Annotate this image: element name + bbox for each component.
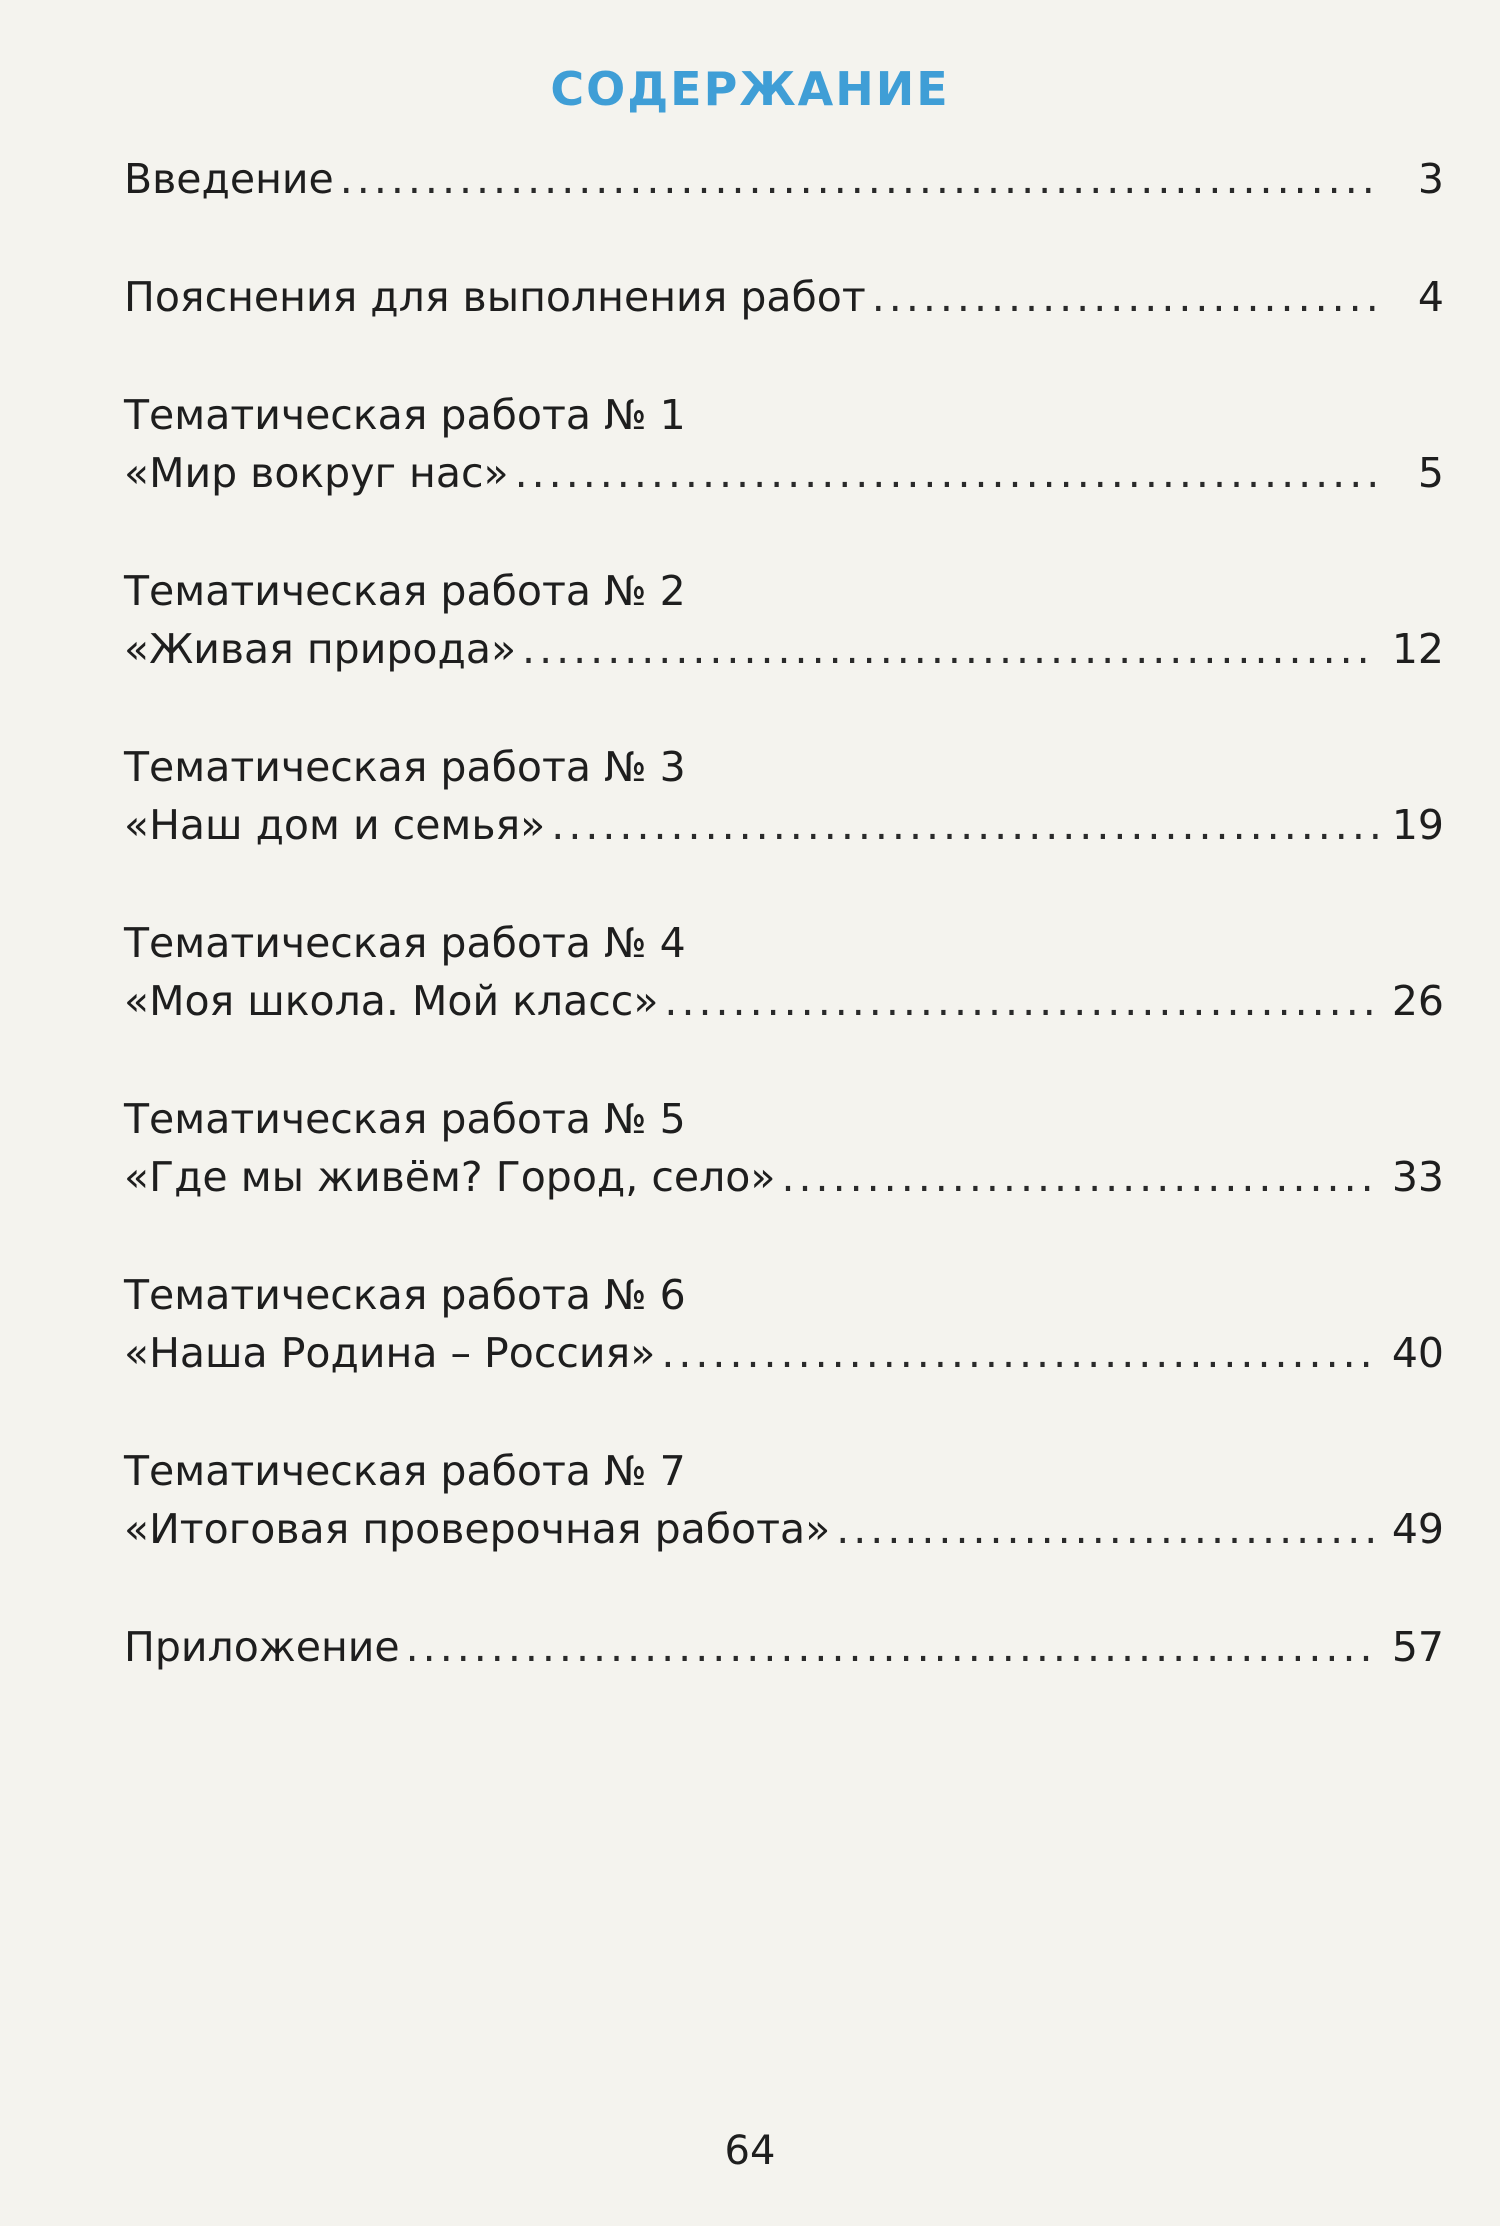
toc-entry-title: Пояснения для выполнения работ: [124, 273, 866, 321]
leader-dots: [515, 444, 1378, 502]
toc-entry-title: Введение: [124, 155, 334, 203]
leader-dots: [664, 972, 1378, 1030]
toc-entry-title: «Мир вокруг нас»: [124, 449, 509, 497]
toc-entry-label: Тематическая работа № 2: [124, 567, 686, 615]
toc-entry-title: «Итоговая проверочная работа»: [124, 1505, 831, 1553]
toc-entry-page: 3: [1417, 155, 1444, 203]
leader-dots: [872, 268, 1378, 326]
toc-entry-label: Тематическая работа № 7: [124, 1447, 686, 1495]
toc-entry-label: Тематическая работа № 3: [124, 743, 686, 791]
leader-dots: [522, 620, 1378, 678]
leader-dots: [661, 1324, 1378, 1382]
toc-entry-page: 40: [1391, 1329, 1444, 1377]
toc-entry-work-4[interactable]: [124, 914, 1444, 1030]
toc-entry-page: 49: [1391, 1505, 1444, 1553]
toc-entry-page: 5: [1417, 449, 1444, 497]
leader-dots: [340, 150, 1378, 208]
toc-entry-page: 12: [1391, 625, 1444, 673]
toc-entry-title: «Наша Родина – Россия»: [124, 1329, 656, 1377]
toc-entry-introduction[interactable]: [124, 150, 1444, 208]
toc-entry-page: 57: [1391, 1623, 1444, 1671]
toc-heading: СОДЕРЖАНИЕ: [550, 62, 950, 116]
toc-entry-label: Тематическая работа № 5: [124, 1095, 686, 1143]
toc-entry-page: 26: [1391, 977, 1444, 1025]
leader-dots: [551, 796, 1378, 854]
toc-entry-appendix[interactable]: [124, 1618, 1444, 1676]
table-of-contents: [124, 150, 1444, 1676]
toc-entry-title: «Живая природа»: [124, 625, 517, 673]
toc-entry-work-5[interactable]: [124, 1090, 1444, 1206]
leader-dots: [836, 1500, 1378, 1558]
toc-entry-title: «Моя школа. Мой класс»: [124, 977, 659, 1025]
toc-entry-work-7[interactable]: [124, 1442, 1444, 1558]
leader-dots: [406, 1618, 1378, 1676]
toc-entry-title: «Наш дом и семья»: [124, 801, 546, 849]
toc-entry-title: Приложение: [124, 1623, 400, 1671]
toc-entry-page: 19: [1391, 801, 1444, 849]
toc-entry-title: «Где мы живём? Город, село»: [124, 1153, 776, 1201]
leader-dots: [781, 1148, 1378, 1206]
toc-entry-work-2[interactable]: [124, 562, 1444, 678]
toc-entry-label: Тематическая работа № 6: [124, 1271, 686, 1319]
toc-entry-page: 33: [1391, 1153, 1444, 1201]
toc-entry-page: 4: [1417, 273, 1444, 321]
toc-entry-work-6[interactable]: [124, 1266, 1444, 1382]
page-number: 64: [724, 2128, 776, 2174]
toc-entry-explanations[interactable]: [124, 268, 1444, 326]
toc-entry-label: Тематическая работа № 4: [124, 919, 686, 967]
toc-entry-label: Тематическая работа № 1: [124, 391, 686, 439]
toc-entry-work-1[interactable]: [124, 386, 1444, 502]
toc-entry-work-3[interactable]: [124, 738, 1444, 854]
